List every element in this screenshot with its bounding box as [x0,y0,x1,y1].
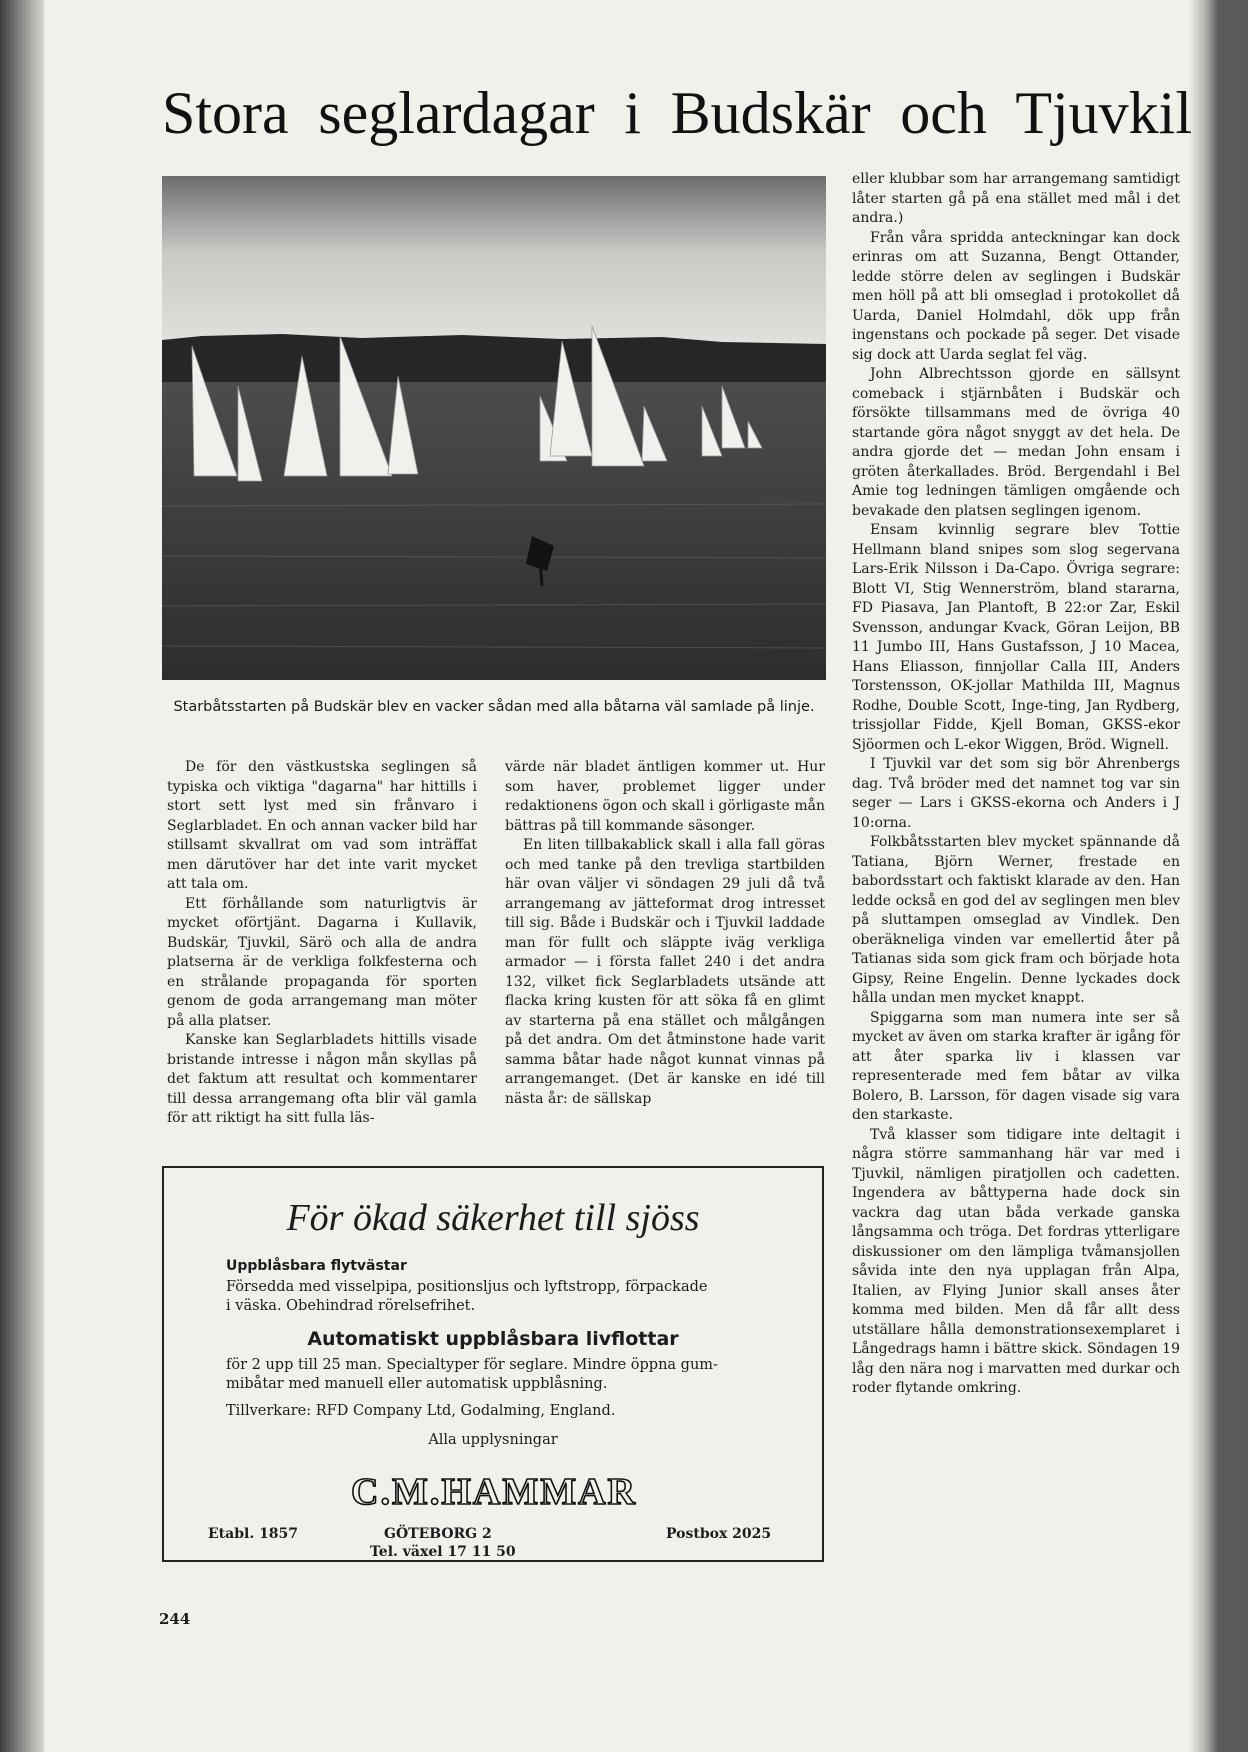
ad-phone: Tel. växel 17 11 50 [370,1544,516,1560]
paragraph: Från våra spridda anteckningar kan dock erinras om att Suzanna, Bengt Ottander, ledde större delen av seglingen i Budskär men höll på att bli omseglad i protokollet då Uarda, Daniel Holmdahl, dök upp från ingenstans och pockade på seger. Det visade sig dock att Uarda seglat fel väg. [852,229,1180,363]
page-spine-shadow [0,0,44,1752]
paragraph: De för den västkustska seglingen så typiska och viktiga "dagarna" har hittills i stort sett lyst med sin frånvaro i Seglarbladet. En och annan vacker bild har stillsamt skvallrat om vad som inträffat men därutöver har det inte varit mycket att tala om. [167,759,477,892]
paragraph: värde när bladet äntligen kommer ut. Hur som haver, problemet ligger under redaktionens ögon och skall i görligaste mån bättras på till kommande säsonger. [505,759,825,834]
ad-headline: För ökad säkerhet till sjöss [286,1197,700,1239]
paragraph: Ett förhållande som naturligtvis är mycket oförtjänt. Dagarna i Kullavik, Budskär, Tjuvkil, Särö och alla de andra platserna är de verkliga folkfesterna och en strålande propaganda för sporten genom de goda arrangemang man möter på alla platser. [167,895,477,1029]
ad-city: GÖTEBORG 2 [384,1526,492,1542]
page-edge-shadow [1188,0,1218,1752]
ad-product-title: Uppblåsbara flytvästar [226,1258,407,1274]
advertisement-box [162,1166,824,1562]
logo-text: C.M.HAMMAR [351,1471,637,1512]
ad-product-text: mibåtar med manuell eller automatisk uppblåsning. [226,1376,608,1392]
ad-postbox: Postbox 2025 [666,1526,772,1542]
ad-product-title: Automatiskt uppblåsbara livflottar [307,1328,679,1350]
ad-product-text: Försedda med visselpipa, positionsljus och lyftstropp, förpackade [226,1279,708,1295]
paragraph: En liten tillbakablick skall i alla fall göras och med tanke på den trevliga startbilden här ovan väljer vi söndagen 29 juli då två arrangemang av jätteformat drog intresset till sig. Både i Budskär och i Tjuvkil laddade man för fullt och släppte iväg verkliga armador — i första fallet 240 i det andra 132, vilket fick Seglarbladets utsände att flacka kring kusten för att söka få en glimt av starterna på ena stället och målgången på det andra. Om det åtminstone hade varit samma båtar hade något kunnat vinnas på arrangemanget. (Det är kanske en idé till nästa år: de sällskap [505,837,825,1107]
ad-product-text: i väska. Obehindrad rörelsefrihet. [226,1298,476,1314]
ad-product-text: för 2 upp till 25 man. Specialtyper för seglare. Mindre öppna gum- [226,1357,718,1373]
paragraph: Folkbåtsstarten blev mycket spännande då Tatiana, Björn Werner, frestade en babordsstart och faktiskt klarade av den. Han ledde också en god del av seglingen men blev på sluttampen omseglad av Vindlek. Den oberäkneliga vinden var emellertid åter på Tatianas sida som gick fram och började hota Gipsy, Reine Engelin. Denne lyckades dock hålla undan men mycket knappt. [852,834,1180,1006]
paragraph: John Albrechtsson gjorde en sällsynt comeback i stjärnbåten i Budskär och försökte tillsammans med de övriga 40 startande göra något snyggt av det hela. De andra gjorde det — medan John ensam i gröten återkallades. Bröd. Bergendahl i Bel Amie tog ledningen tämligen omgående och bevakade den platsen seglingen igenom. [852,366,1180,519]
ad-info: Alla upplysningar [428,1432,558,1448]
paragraph: eller klubbar som har arrangemang samtidigt låter starten gå på ena stället med mål i det andra.) [852,171,1180,226]
sailboats-photo [162,176,826,680]
paragraph: Kanske kan Seglarbladets hittills visade bristande intresse i någon mån skyllas på det faktum att resultat och kommentarer till dessa arrangemang ofta blir väl gamla för att riktigt ha sitt fulla läs- [167,1032,477,1126]
hammar-logo [334,1468,654,1512]
page-number: 244 [159,1610,191,1628]
photo-caption: Starbåtsstarten på Budskär blev en vacker sådan med alla båtarna väl samlade på linje. [173,699,815,715]
paragraph: I Tjuvkil var det som sig bör Ahrenbergs dag. Två bröder med det namnet tog var sin seger — Lars i GKSS-ekorna och Anders i J 10:orna. [852,756,1180,831]
paragraph: Spiggarna som man numera inte ser så mycket av även om starka krafter är igång för att åter sparka liv i klassen var representerade med fem båtar av vilka Bolero, B. Larsson, för dagen visade sig vara den starkaste. [852,1009,1180,1123]
article-column-3 [852,170,1180,1399]
article-column-2 [505,758,825,1109]
article-title: Stora seglardagar i Budskär och Tjuvkil [162,80,1192,146]
ad-established: Etabl. 1857 [208,1526,299,1542]
paragraph: Två klasser som tidigare inte deltagit i några större sammanhang här var med i Tjuvkil, nämligen piratjollen och cadetten. Ingendera av båttyperna hade dock sin vackra dag utan båda verkade ganska långsamma och tröga. Det fordras ytterligare diskussioner om den lämpliga tvåmansjollen såvida inte den nya upplagan från Alpa, Italien, av Flying Junior skall anses åter komma med bilden. Men då får allt dess utställare hålla demonstrationsexemplaret i Långedrags hamn i bättre skick. Söndagen 19 låg den nära nog i marvatten med durkar och roder flytande omkring. [852,1126,1180,1396]
ad-manufacturer: Tillverkare: RFD Company Ltd, Godalming, England. [226,1403,616,1419]
article-column-1 [167,758,477,1129]
paragraph: Ensam kvinnlig segrare blev Tottie Hellmann bland snipes som slog segervana Lars-Erik Nilsson i Da-Capo. Övriga segrare: Blott VI, Stig Wennerström, bland stararna, FD Piasava, Jan Plantoft, B 22:or Zar, Eskil Svensson, andungar Kvack, Göran Leijon, BB 11 Jumbo III, Hans Gustafsson, J 10 Macea, Hans Eliasson, finnjollar Calla III, Anders Torstensson, OK-jollar Mathilda III, Magnus Rodhe, Double Scott, Inge-ting, Jan Rydberg, trissjollar Fidde, Kjell Boman, GKSS-ekor Sjöormen och L-ekor Wiggen, Bröd. Wignell. [852,522,1180,753]
